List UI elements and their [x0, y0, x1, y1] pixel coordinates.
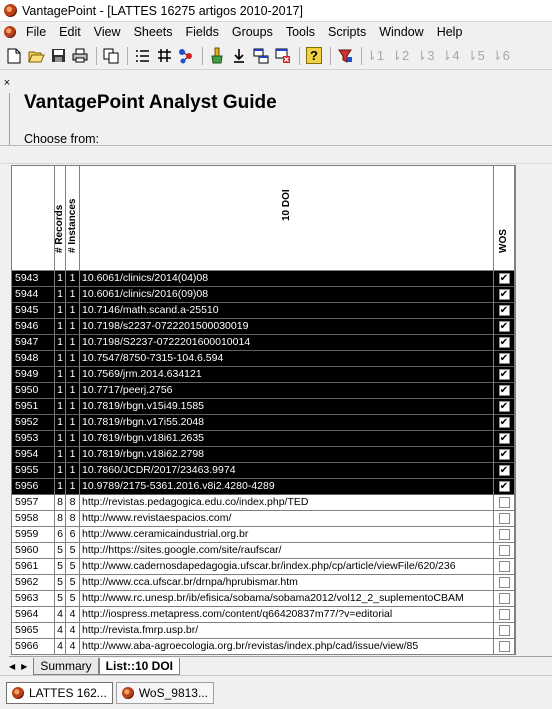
new-file-icon[interactable] [4, 46, 24, 66]
table-row[interactable] [12, 335, 516, 351]
instances-cell[interactable]: 1 [66, 399, 80, 415]
instances-cell[interactable]: 4 [66, 607, 80, 623]
window-tile-icon[interactable] [251, 46, 271, 66]
wos-cell [494, 447, 515, 463]
wos-checkbox-checked[interactable]: ✔ [499, 432, 509, 444]
task-lattes[interactable] [6, 682, 113, 704]
menu-file[interactable]: File [26, 25, 47, 39]
wos-cell [494, 287, 515, 303]
records-cell[interactable]: 1 [55, 431, 66, 447]
wos-checkbox[interactable] [499, 513, 510, 524]
wos-checkbox-checked[interactable]: ✔ [499, 352, 509, 364]
list-icon[interactable] [132, 46, 152, 66]
toolbar-separator [299, 47, 300, 65]
network-map-icon[interactable] [176, 46, 196, 66]
window-title: VantagePoint - [LATTES 16275 artigos 2010-2017] [22, 3, 303, 18]
doi-cell[interactable]: http://www.ceramicaindustrial.org.br [80, 527, 494, 543]
wos-cell [494, 543, 515, 559]
records-cell[interactable]: 1 [55, 383, 66, 399]
help-icon-glyph: ? [306, 47, 322, 64]
instances-cell[interactable]: 1 [66, 335, 80, 351]
instances-cell[interactable]: 5 [66, 559, 80, 575]
table-row[interactable] [12, 479, 516, 495]
records-cell[interactable]: 1 [55, 271, 66, 287]
help-icon[interactable] [304, 46, 324, 66]
instances-cell[interactable]: 1 [66, 303, 80, 319]
wos-cell [494, 511, 515, 527]
task-wos-label: WoS_9813... [138, 686, 208, 700]
table-row[interactable] [12, 271, 516, 287]
row-id-cell[interactable]: 5965 [12, 623, 55, 639]
table-row[interactable] [12, 431, 516, 447]
records-cell[interactable]: 1 [55, 303, 66, 319]
records-cell[interactable]: 8 [55, 495, 66, 511]
wos-cell [494, 527, 515, 543]
table-row[interactable] [12, 415, 516, 431]
row-id-cell[interactable]: 5952 [12, 415, 55, 431]
menu-sheets[interactable]: Sheets [133, 25, 173, 39]
instances-cell[interactable]: 5 [66, 575, 80, 591]
instances-cell[interactable]: 5 [66, 543, 80, 559]
doi-cell[interactable]: http://www.rc.unesp.br/ib/efisica/sobama/sobama2012/vol12_2_suplementoCBAM [80, 591, 494, 607]
wos-checkbox[interactable] [499, 529, 510, 540]
bookmark-1-icon: ⇂1 [366, 47, 385, 63]
document-menu-icon[interactable] [4, 26, 16, 38]
row-id-cell[interactable]: 5951 [12, 399, 55, 415]
matrix-icon[interactable] [154, 46, 174, 66]
table-row[interactable] [12, 575, 516, 591]
wos-window-icon [122, 687, 134, 699]
doi-cell[interactable]: 10.7146/math.scand.a-25510 [80, 303, 494, 319]
wos-checkbox-checked[interactable]: ✔ [499, 320, 509, 332]
row-id-cell[interactable]: 5953 [12, 431, 55, 447]
instances-cell[interactable]: 1 [66, 447, 80, 463]
doi-cell[interactable]: 10.7569/jrm.2014.634121 [80, 367, 494, 383]
print-icon[interactable] [70, 46, 90, 66]
row-id-cell[interactable]: 5948 [12, 351, 55, 367]
instances-cell[interactable]: 4 [66, 639, 80, 655]
row-id-cell[interactable]: 5959 [12, 527, 55, 543]
table-row[interactable] [12, 527, 516, 543]
menu-tools[interactable]: Tools [285, 25, 316, 39]
records-cell[interactable]: 5 [55, 575, 66, 591]
records-cell[interactable]: 1 [55, 415, 66, 431]
records-cell[interactable]: 1 [55, 463, 66, 479]
wos-cell [494, 623, 515, 639]
tab-list-10-doi[interactable]: List::10 DOI [99, 658, 180, 675]
row-id-cell[interactable]: 5944 [12, 287, 55, 303]
instances-cell[interactable]: 1 [66, 431, 80, 447]
wos-checkbox[interactable] [499, 609, 510, 620]
records-cell[interactable]: 1 [55, 479, 66, 495]
doi-cell[interactable]: 10.7819/rbgn.v15i49.1585 [80, 399, 494, 415]
table-row[interactable] [12, 399, 516, 415]
table-row[interactable] [12, 463, 516, 479]
grid-side-area [516, 165, 552, 655]
wos-checkbox-checked[interactable]: ✔ [499, 272, 509, 284]
wos-cell [494, 335, 515, 351]
header-wos[interactable] [494, 166, 515, 271]
row-id-cell[interactable]: 5962 [12, 575, 55, 591]
title-bar [0, 0, 552, 22]
wos-cell [494, 607, 515, 623]
menu-bar [0, 22, 552, 42]
analyst-guide-panel [0, 75, 552, 145]
row-id-cell[interactable]: 5958 [12, 511, 55, 527]
menu-groups[interactable]: Groups [231, 25, 273, 39]
table-row[interactable] [12, 543, 516, 559]
records-cell[interactable]: 4 [55, 639, 66, 655]
instances-cell[interactable]: 1 [66, 383, 80, 399]
doi-cell[interactable]: 10.7819/rbgn.v18i61.2635 [80, 431, 494, 447]
wos-checkbox-checked[interactable]: ✔ [499, 416, 509, 428]
grid-header [12, 166, 516, 271]
wos-cell [494, 271, 515, 287]
tab-summary[interactable]: Summary [33, 658, 98, 675]
row-id-cell[interactable]: 5949 [12, 367, 55, 383]
wos-checkbox[interactable] [499, 577, 510, 588]
wos-cell [494, 479, 515, 495]
bookmark-6-icon: ⇂6 [491, 47, 510, 63]
records-cell[interactable]: 5 [55, 543, 66, 559]
wos-cell [494, 367, 515, 383]
wos-cell [494, 383, 515, 399]
open-folder-icon[interactable] [26, 46, 46, 66]
vantagepoint-app-icon [4, 4, 17, 17]
doi-cell[interactable]: 10.9789/2175-5361.2016.v8i2.4280-4289 [80, 479, 494, 495]
instances-cell[interactable]: 1 [66, 319, 80, 335]
table-row[interactable] [12, 607, 516, 623]
instances-cell[interactable]: 1 [66, 415, 80, 431]
toolbar [0, 42, 552, 70]
instances-cell[interactable]: 8 [66, 495, 80, 511]
guide-divider [9, 93, 10, 145]
bookmark-6-label: 6 [502, 47, 510, 63]
records-cell[interactable]: 4 [55, 623, 66, 639]
row-id-cell[interactable]: 5961 [12, 559, 55, 575]
filter-icon[interactable] [335, 46, 355, 66]
wos-cell [494, 319, 515, 335]
toolbar-separator [96, 47, 97, 65]
bookmark-4-label: 4 [452, 47, 460, 63]
row-id-cell[interactable]: 5945 [12, 303, 55, 319]
wos-cell [494, 415, 515, 431]
row-id-cell[interactable]: 5963 [12, 591, 55, 607]
sort-icon[interactable] [229, 46, 249, 66]
bookmark-4-icon: ⇂4 [441, 47, 460, 63]
row-id-cell[interactable]: 5960 [12, 543, 55, 559]
wos-checkbox[interactable] [499, 545, 510, 556]
menu-edit[interactable]: Edit [59, 25, 81, 39]
wos-checkbox[interactable] [499, 625, 510, 636]
toolbar-separator [202, 47, 203, 65]
bookmark-5-label: 5 [477, 47, 485, 63]
table-row[interactable] [12, 303, 516, 319]
records-cell[interactable]: 5 [55, 559, 66, 575]
header-doi[interactable] [80, 166, 494, 271]
table-row[interactable] [12, 511, 516, 527]
menu-fields[interactable]: Fields [185, 25, 219, 39]
wos-cell [494, 431, 515, 447]
instances-cell[interactable]: 1 [66, 287, 80, 303]
wos-cell [494, 303, 515, 319]
row-id-cell[interactable]: 5947 [12, 335, 55, 351]
wos-cell [494, 575, 515, 591]
table-row[interactable] [12, 591, 516, 607]
doi-cell[interactable]: 10.7819/rbgn.v17i55.2048 [80, 415, 494, 431]
table-row[interactable] [12, 383, 516, 399]
lattes-window-icon [12, 687, 24, 699]
doi-cell[interactable]: http://www.aba-agroecologia.org.br/revistas/index.php/cad/issue/view/85 [80, 639, 494, 655]
instances-cell[interactable]: 6 [66, 527, 80, 543]
records-cell[interactable]: 4 [55, 607, 66, 623]
menu-view[interactable]: View [93, 25, 121, 39]
wos-checkbox-checked[interactable]: ✔ [499, 288, 509, 300]
menu-scripts[interactable]: Scripts [328, 25, 367, 39]
toolbar-separator [361, 47, 362, 65]
task-lattes-label: LATTES 162... [29, 686, 107, 700]
table-row[interactable] [12, 351, 516, 367]
row-id-cell[interactable]: 5956 [12, 479, 55, 495]
doi-cell[interactable]: 10.7198/S2237-0722201600010014 [80, 335, 494, 351]
records-cell[interactable]: 8 [55, 511, 66, 527]
task-wos[interactable] [116, 682, 214, 704]
grid-rows [12, 271, 516, 655]
wos-checkbox-checked[interactable]: ✔ [499, 368, 509, 380]
pane-splitter[interactable] [0, 145, 552, 164]
wos-cell [494, 495, 515, 511]
doi-cell[interactable]: 10.7860/JCDR/2017/23463.9974 [80, 463, 494, 479]
records-cell[interactable]: 6 [55, 527, 66, 543]
row-id-cell[interactable]: 5957 [12, 495, 55, 511]
wos-cell [494, 639, 515, 655]
bookmark-1-label: 1 [376, 47, 385, 63]
cleanup-icon[interactable] [207, 46, 227, 66]
toolbar-separator [127, 47, 128, 65]
save-icon[interactable] [48, 46, 68, 66]
wos-checkbox[interactable] [499, 561, 510, 572]
header-id-column[interactable] [12, 166, 55, 271]
bookmark-2-label: 2 [402, 47, 410, 63]
wos-checkbox-checked[interactable]: ✔ [499, 384, 509, 396]
wos-checkbox-checked[interactable]: ✔ [499, 448, 509, 460]
wos-checkbox[interactable] [499, 641, 510, 652]
wos-cell [494, 351, 515, 367]
doi-cell[interactable]: http://revistas.pedagogica.edu.co/index.php/TED [80, 495, 494, 511]
records-cell[interactable]: 1 [55, 367, 66, 383]
row-id-cell[interactable]: 5955 [12, 463, 55, 479]
list-grid [11, 165, 516, 655]
guide-title: VantagePoint Analyst Guide [24, 92, 277, 113]
bookmark-5-icon: ⇂5 [466, 47, 485, 63]
header-records[interactable] [55, 166, 66, 271]
instances-cell[interactable]: 1 [66, 463, 80, 479]
window-taskbar [0, 675, 552, 709]
doi-cell[interactable]: http://www.cadernosdapedagogia.ufscar.br/index.php/cp/article/viewFile/620/236 [80, 559, 494, 575]
bookmark-3-icon: ⇂3 [416, 47, 435, 63]
table-row[interactable] [12, 559, 516, 575]
wos-cell [494, 559, 515, 575]
wos-checkbox-checked[interactable]: ✔ [499, 400, 509, 412]
records-cell[interactable]: 1 [55, 447, 66, 463]
copy-icon[interactable] [101, 46, 121, 66]
window-close-icon[interactable] [273, 46, 293, 66]
instances-cell[interactable]: 8 [66, 511, 80, 527]
doi-cell[interactable]: http://iospress.metapress.com/content/q66420837m77/?v=editorial [80, 607, 494, 623]
close-icon[interactable]: × [3, 77, 11, 89]
doi-cell[interactable]: http://www.cca.ufscar.br/drnpa/hprubismar.htm [80, 575, 494, 591]
tab-scroll-right-icon[interactable]: ▶ [21, 661, 28, 671]
table-row[interactable] [12, 447, 516, 463]
records-cell[interactable]: 1 [55, 319, 66, 335]
instances-cell[interactable]: 1 [66, 351, 80, 367]
instances-cell[interactable]: 1 [66, 367, 80, 383]
row-id-cell[interactable]: 5943 [12, 271, 55, 287]
doi-cell[interactable]: http://www.revistaespacios.com/ [80, 511, 494, 527]
doi-cell[interactable]: 10.7198/s2237-0722201500030019 [80, 319, 494, 335]
doi-cell[interactable]: 10.6061/clinics/2016(09)08 [80, 287, 494, 303]
table-row[interactable] [12, 639, 516, 655]
header-instances-label: # Instances [66, 198, 78, 253]
header-records-label: # Records [54, 204, 65, 253]
row-id-cell[interactable]: 5946 [12, 319, 55, 335]
table-row[interactable] [12, 287, 516, 303]
doi-cell[interactable]: 10.6061/clinics/2014(04)08 [80, 271, 494, 287]
menu-help[interactable]: Help [436, 25, 463, 39]
header-doi-label: 10 DOI [280, 189, 292, 221]
bookmark-3-label: 3 [427, 47, 435, 63]
wos-checkbox[interactable] [499, 593, 510, 604]
row-id-cell[interactable]: 5954 [12, 447, 55, 463]
records-cell[interactable]: 1 [55, 351, 66, 367]
menu-window[interactable]: Window [379, 25, 424, 39]
doi-cell[interactable]: 10.7547/8750-7315-104.6.594 [80, 351, 494, 367]
table-row[interactable] [12, 319, 516, 335]
wos-cell [494, 463, 515, 479]
header-instances[interactable] [66, 166, 80, 271]
wos-cell [494, 591, 515, 607]
guide-subtitle: Choose from: [24, 132, 100, 145]
instances-cell[interactable]: 5 [66, 591, 80, 607]
doi-cell[interactable]: http://revista.fmrp.usp.br/ [80, 623, 494, 639]
records-cell[interactable]: 5 [55, 591, 66, 607]
row-id-cell[interactable]: 5950 [12, 383, 55, 399]
row-id-cell[interactable]: 5964 [12, 607, 55, 623]
tab-scroll-left-icon[interactable]: ◀ [9, 661, 16, 671]
wos-checkbox-checked[interactable]: ✔ [499, 336, 509, 348]
table-row[interactable] [12, 367, 516, 383]
wos-checkbox[interactable] [499, 497, 510, 508]
instances-cell[interactable]: 1 [66, 479, 80, 495]
instances-cell[interactable]: 4 [66, 623, 80, 639]
doi-cell[interactable]: http://https://sites.google.com/site/raufscar/ [80, 543, 494, 559]
records-cell[interactable]: 1 [55, 287, 66, 303]
wos-checkbox-checked[interactable]: ✔ [499, 464, 509, 476]
wos-checkbox-checked[interactable]: ✔ [499, 304, 509, 316]
wos-checkbox-checked[interactable]: ✔ [499, 480, 509, 492]
wos-cell [494, 399, 515, 415]
header-wos-label: WOS [498, 229, 509, 253]
table-row[interactable] [12, 495, 516, 511]
instances-cell[interactable]: 1 [66, 271, 80, 287]
sheet-tabs-bar [9, 656, 552, 675]
bookmark-2-icon: ⇂2 [391, 47, 410, 63]
doi-cell[interactable]: 10.7819/rbgn.v18i62.2798 [80, 447, 494, 463]
table-row[interactable] [12, 623, 516, 639]
records-cell[interactable]: 1 [55, 335, 66, 351]
toolbar-separator [330, 47, 331, 65]
records-cell[interactable]: 1 [55, 399, 66, 415]
doi-cell[interactable]: 10.7717/peerj.2756 [80, 383, 494, 399]
row-id-cell[interactable]: 5966 [12, 639, 55, 655]
